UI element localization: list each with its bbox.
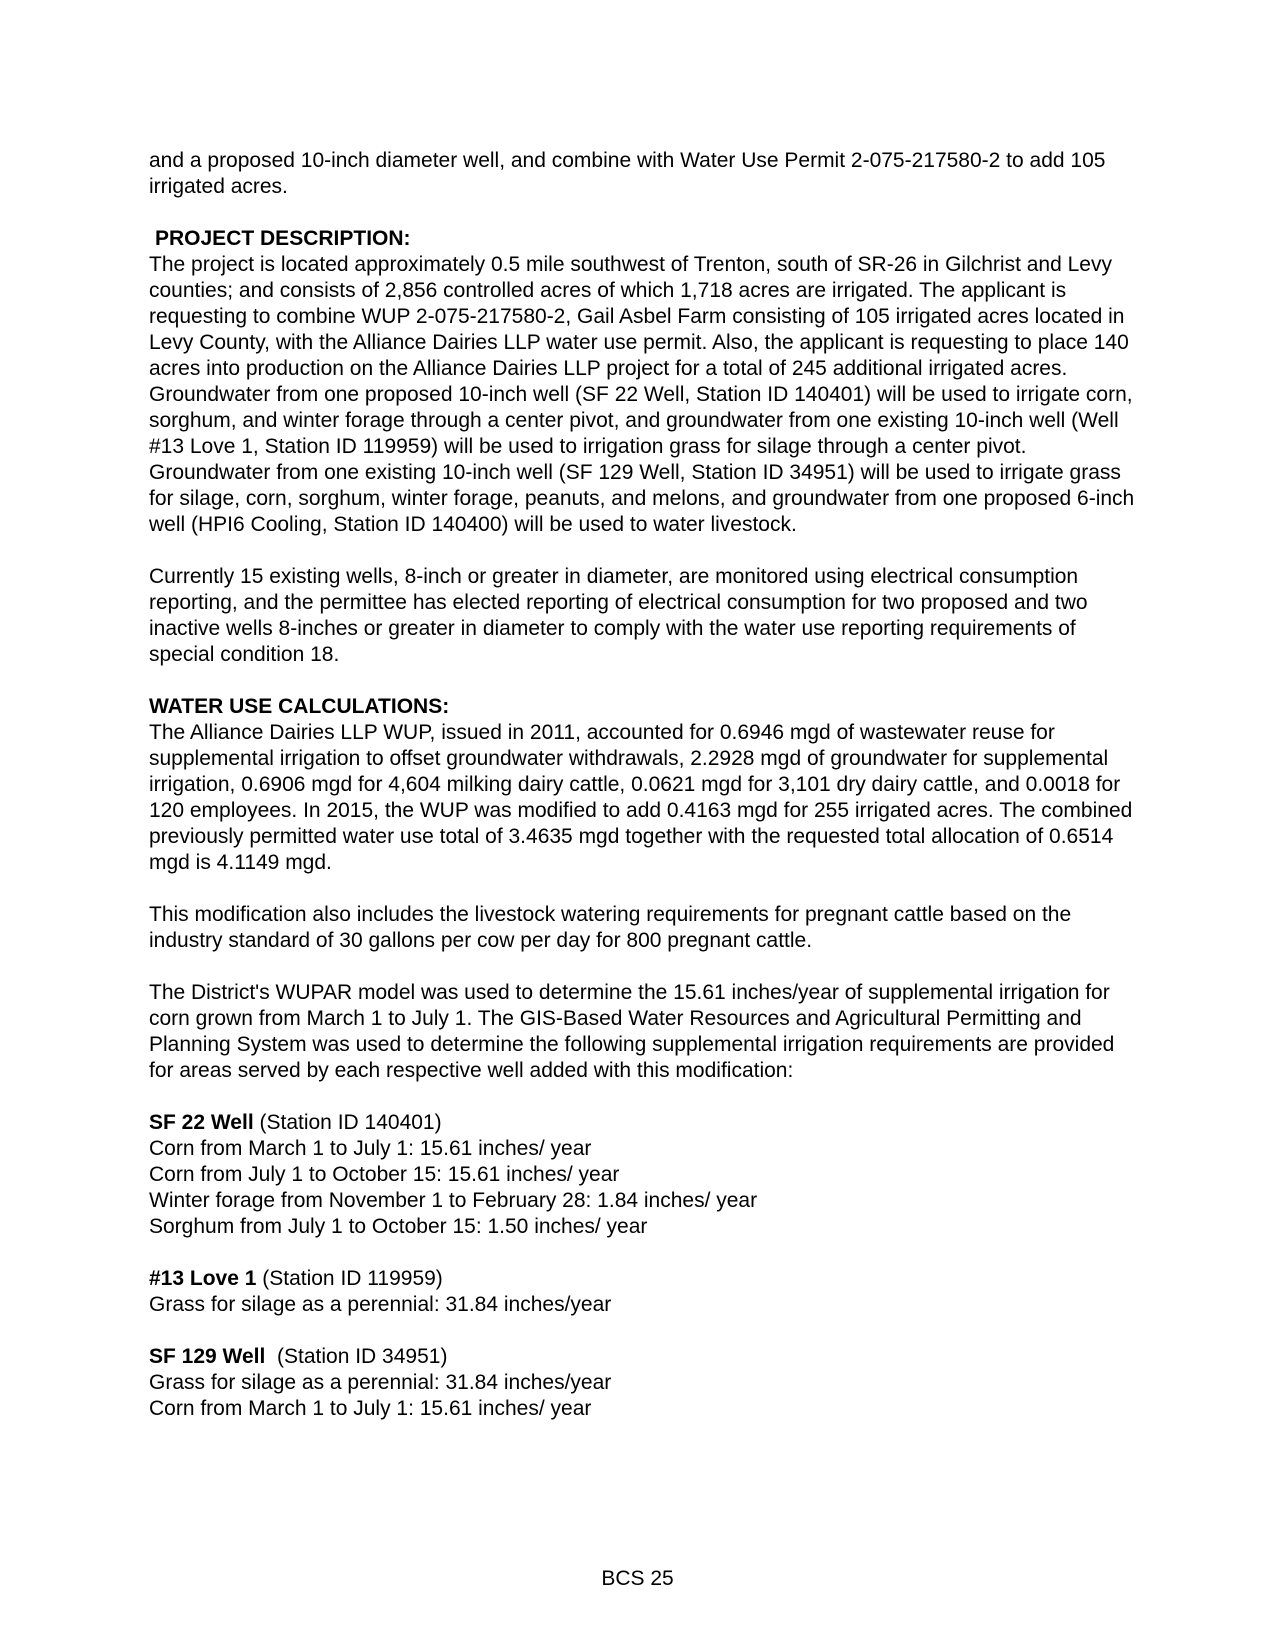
well-line: Grass for silage as a perennial: 31.84 inches/year (149, 1371, 612, 1394)
well-station: (Station ID 140401) (253, 1111, 442, 1134)
water-use-paragraph-1: The Alliance Dairies LLP WUP, issued in 2011, accounted for 0.6946 mgd of wastewater reuse for supplemental irrigation to offset groundwater withdrawals, 2.2928 mgd of groundwater for supplemental irrigation, 0.6906 mgd for 4,604 milking dairy cattle, 0.0621 mgd for 3,101 dry dairy cattle, and 0.0018 for 120 employees. In 2015, the WUP was modified to add 0.4163 mgd for 255 irrigated acres. The combined previously permitted water use total of 3.4635 mgd together with the requested total allocation of 0.6514 mgd is 4.1149 mgd. (149, 721, 1133, 874)
intro-paragraph: and a proposed 10-inch diameter well, and combine with Water Use Permit 2-075-217580-2 to add 105 irrigated acres. (149, 149, 1106, 198)
well-title (149, 1266, 1139, 1292)
well-block-love1 (149, 1266, 1139, 1318)
well-station: (Station ID 34951) (265, 1345, 448, 1368)
well-title (149, 1110, 1139, 1136)
well-line: Winter forage from November 1 to February 28: 1.84 inches/ year (149, 1189, 758, 1212)
well-block-sf22 (149, 1110, 1139, 1240)
well-line: Grass for silage as a perennial: 31.84 inches/year (149, 1293, 612, 1316)
water-use-heading: WATER USE CALCULATIONS: (149, 695, 450, 718)
well-block-sf129 (149, 1344, 1139, 1422)
well-line: Sorghum from July 1 to October 15: 1.50 inches/ year (149, 1215, 648, 1238)
project-description-heading: PROJECT DESCRIPTION: (155, 227, 411, 250)
well-title (149, 1344, 1139, 1370)
well-line: Corn from July 1 to October 15: 15.61 inches/ year (149, 1163, 620, 1186)
well-name: #13 Love 1 (149, 1267, 257, 1290)
well-line: Corn from March 1 to July 1: 15.61 inches/ year (149, 1397, 592, 1420)
document-body (149, 148, 1139, 1448)
well-line: Corn from March 1 to July 1: 15.61 inches/ year (149, 1137, 592, 1160)
water-use-paragraph-3: The District's WUPAR model was used to determine the 15.61 inches/year of supplemental irrigation for corn grown from March 1 to July 1. The GIS-Based Water Resources and Agricultural Permitting and Planning System was used to determine the following supplemental irrigation requirements are provided for areas served by each respective well added with this modification: (149, 981, 1115, 1082)
well-station: (Station ID 119959) (256, 1267, 443, 1290)
page-number: BCS 25 (601, 1567, 674, 1590)
project-description-paragraph-2: Currently 15 existing wells, 8-inch or greater in diameter, are monitored using electrical consumption reporting, and the permittee has elected reporting of electrical consumption for two proposed and two inactive wells 8-inches or greater in diameter to comply with the water use reporting requirements of special condition 18. (149, 565, 1088, 666)
well-name: SF 22 Well (149, 1111, 254, 1134)
water-use-paragraph-2: This modification also includes the livestock watering requirements for pregnant cattle based on the industry standard of 30 gallons per cow per day for 800 pregnant cattle. (149, 903, 1072, 952)
project-description-paragraph-1: The project is located approximately 0.5 mile southwest of Trenton, south of SR-26 in Gilchrist and Levy counties; and consists of 2,856 controlled acres of which 1,718 acres are irrigated. The applicant is requesting to combine WUP 2-075-217580-2, Gail Asbel Farm consisting of 105 irrigated acres located in Levy County, with the Alliance Dairies LLP water use permit. Also, the applicant is requesting to place 140 acres into production on the Alliance Dairies LLP project for a total of 245 additional irrigated acres. Groundwater from one proposed 10-inch well (SF 22 Well, Station ID 140401) will be used to irrigate corn, sorghum, and winter forage through a center pivot, and groundwater from one existing 10-inch well (Well #13 Love 1, Station ID 119959) will be used to irrigation grass for silage through a center pivot. Groundwater from one existing 10-inch well (SF 129 Well, Station ID 34951) will be used to irrigate grass for silage, corn, sorghum, winter forage, peanuts, and melons, and groundwater from one proposed 6-inch well (HPI6 Cooling, Station ID 140400) will be used to water livestock. (149, 253, 1135, 536)
well-name: SF 129 Well (149, 1345, 266, 1368)
